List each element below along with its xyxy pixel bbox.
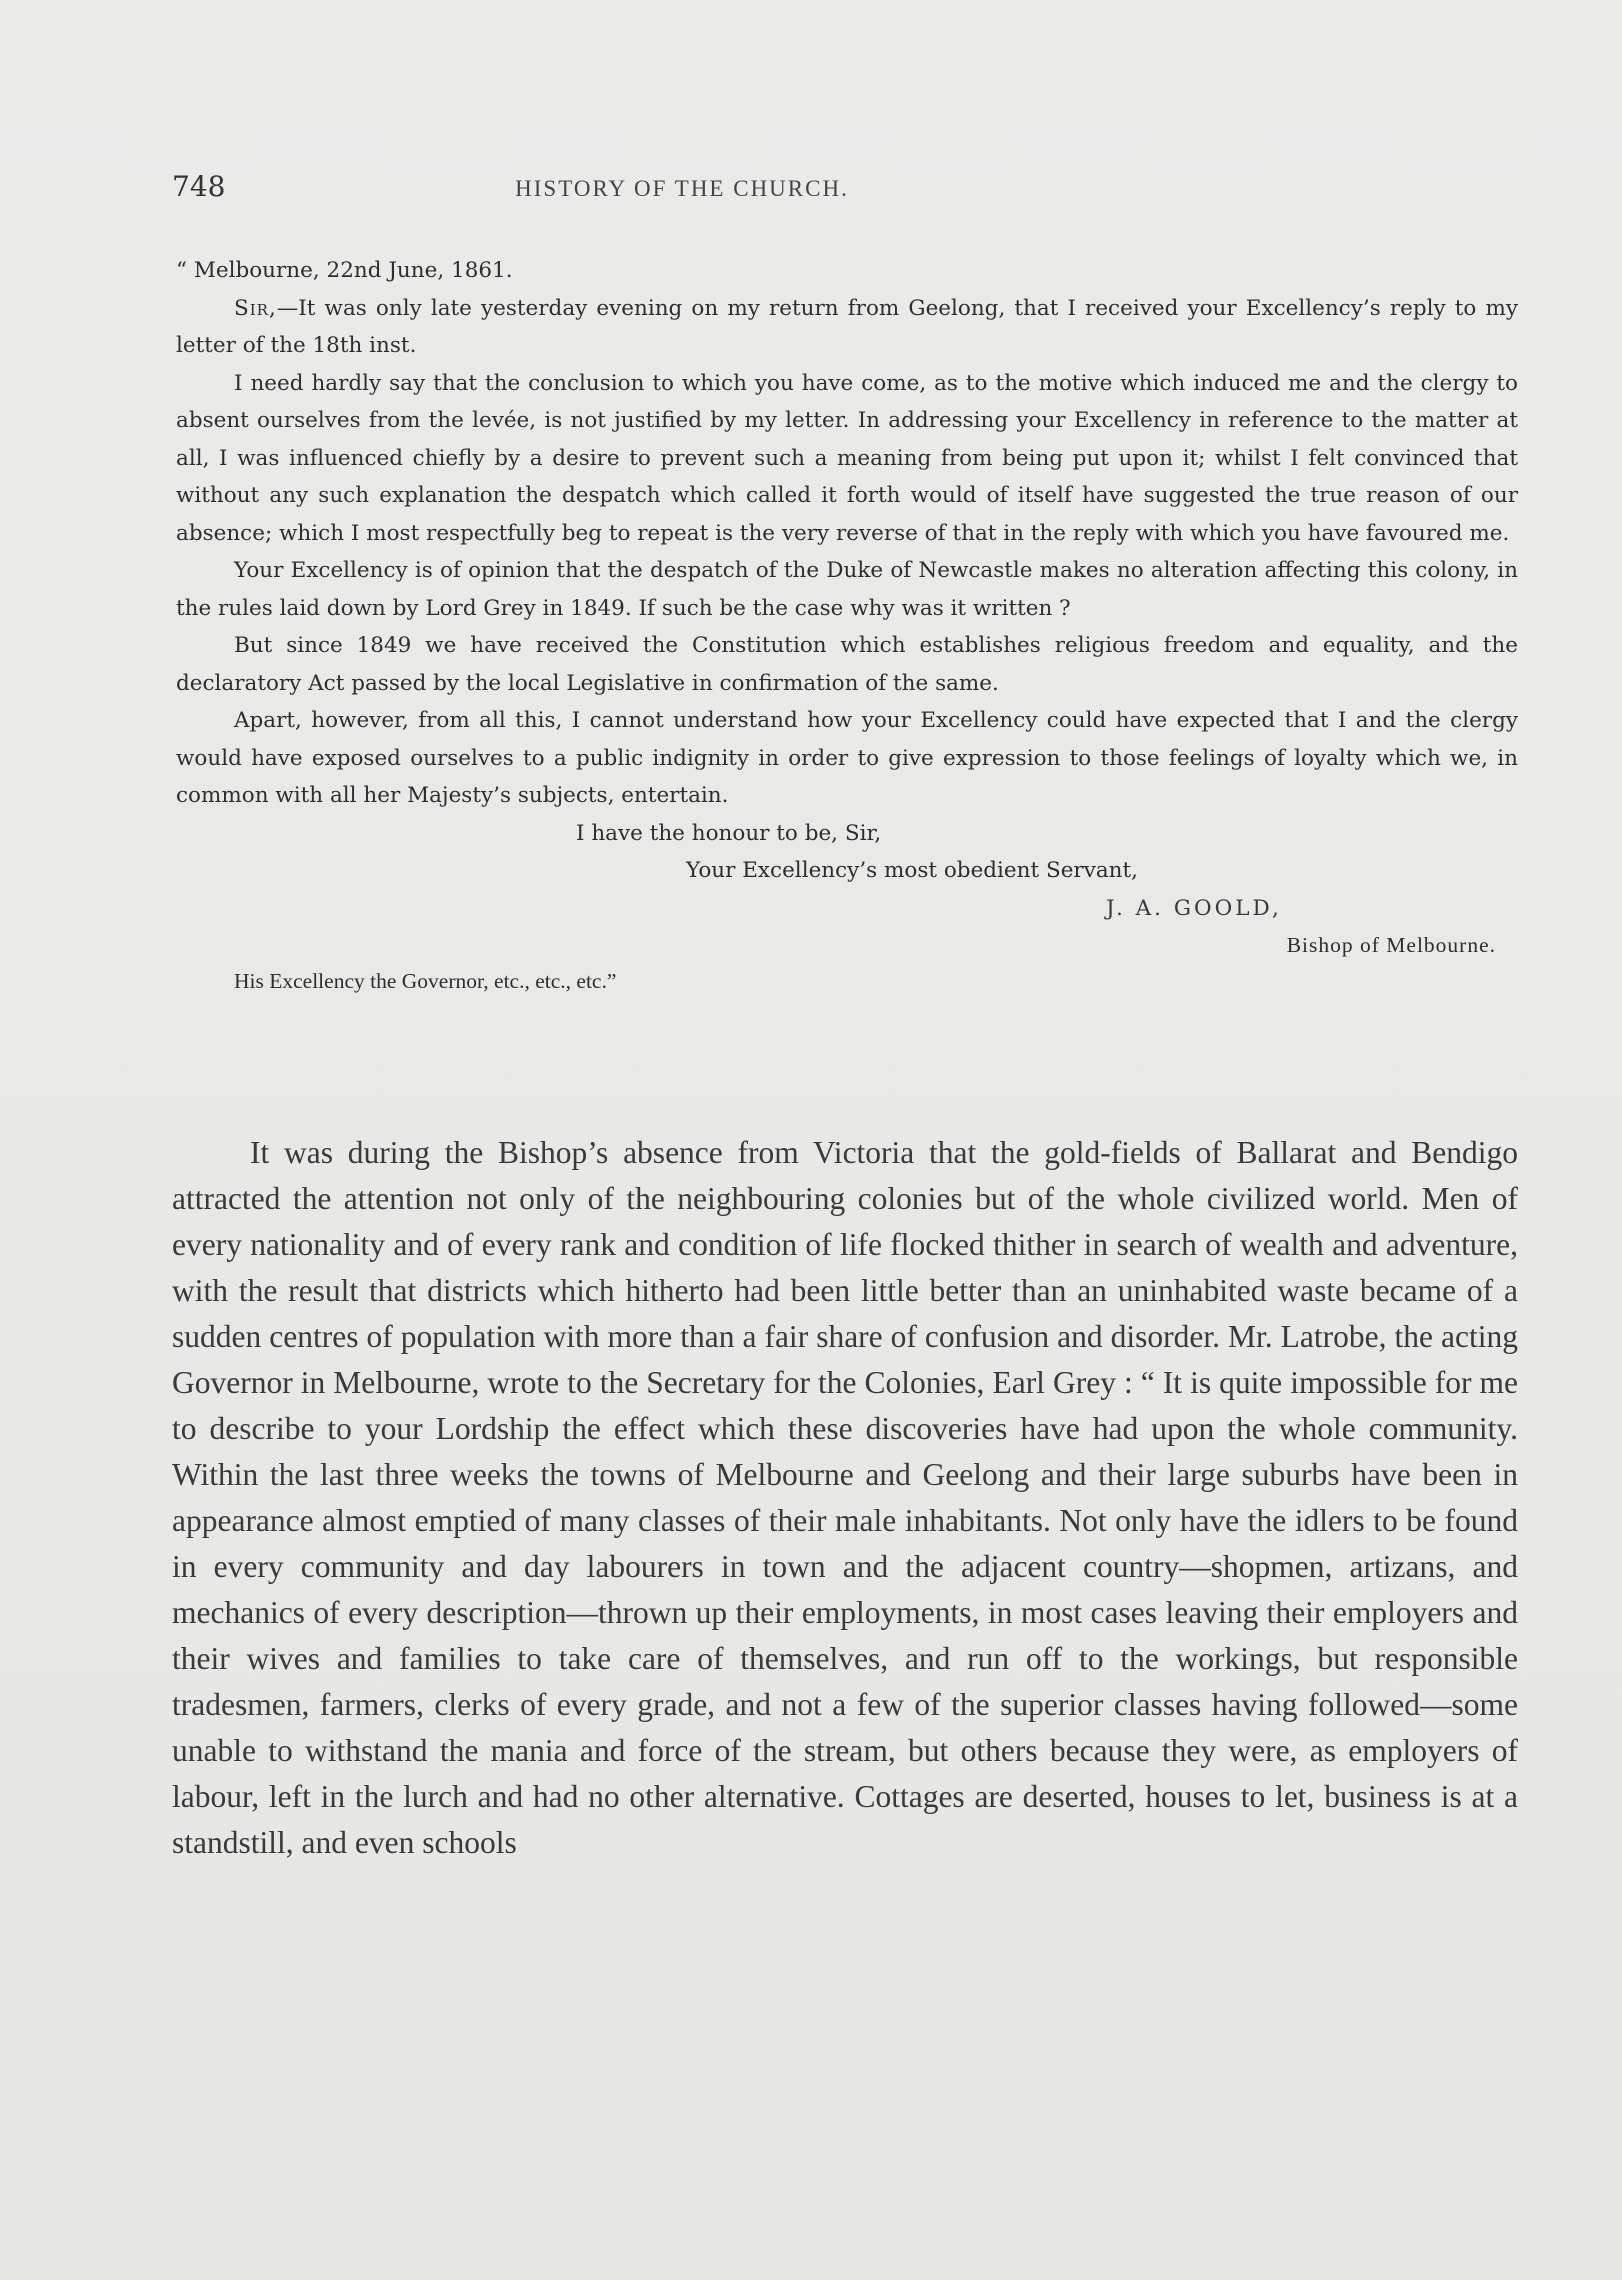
letter-closing-1: I have the honour to be, Sir,	[576, 820, 882, 846]
letter-signature: J. A. GOOLD,	[1106, 895, 1282, 921]
letter-sign-block	[176, 927, 1518, 1002]
letter-addressee: His Excellency the Governor, etc., etc., etc.”	[234, 969, 617, 993]
page-number: 748	[172, 170, 226, 203]
letter-paragraph-2: I need hardly say that the conclusion to which you have come, as to the motive which induced me and the clergy to absent ourselves from the levée, is not justified by my letter. In addressing your Excellency in reference to the matter at all, I was influenced chiefly by a desire to prevent such a meaning from being put upon it; whilst I felt convinced that without any such explanation the despatch which called it forth would of itself have suggested the true reason of our absence; which I most respectfully beg to repeat is the very reverse of that in the reply with which you have favoured me.	[176, 370, 1518, 546]
letter-paragraph-4: But since 1849 we have received the Constitution which establishes religious freedom and equality, and the declaratory Act passed by the local Legislative in confirmation of the same.	[176, 633, 1518, 696]
body-paragraph: It was during the Bishop’s absence from Victoria that the gold-fields of Ballarat and Bendigo attracted the attention not only of the neighbouring colonies but of the whole civilized world. Men of every nationality and of every rank and condition of life flocked thither in search of wealth and adventure, with the result that districts which hitherto had been little better than an uninhabited waste became of a sudden centres of population with more than a fair share of confusion and disorder. Mr. Latrobe, the acting Governor in Melbourne, wrote to the Secretary for the Colonies, Earl Grey : “ It is quite impossible for me to describe to your Lordship the effect which these discoveries have had upon the whole community. Within the last three weeks the towns of Melbourne and Geelong and their large suburbs have been in appearance almost emptied of many classes of their male inhabitants. Not only have the idlers to be found in every community and day labourers in town and the adjacent country—shopmen, artizans, and mechanics of every description—thrown up their employments, in most cases leaving their employers and their wives and families to take care of themselves, and run off to the workings, but responsible tradesmen, farmers, clerks of every grade, and not a few of the superior classes having followed—some unable to withstand the mania and force of the stream, but others because they were, as employers of labour, left in the lurch and had no other alternative. Cottages are deserted, houses to let, business is at a standstill, and even schools	[172, 1135, 1518, 1860]
quoted-letter	[176, 252, 1518, 1002]
letter-signature-title: Bishop of Melbourne.	[1286, 933, 1496, 957]
letter-closing-2: Your Excellency’s most obedient Servant,	[686, 858, 1138, 883]
running-head: HISTORY OF THE CHURCH.	[515, 176, 849, 201]
letter-paragraph-3: Your Excellency is of opinion that the despatch of the Duke of Newcastle makes no alteration affecting this colony, in the rules laid down by Lord Grey in 1849. If such be the case why was it written ?	[176, 558, 1518, 621]
letter-salutation: Sir,	[234, 295, 277, 321]
letter-paragraph-5: Apart, however, from all this, I cannot understand how your Excellency could have expected that I and the clergy would have exposed ourselves to a public indignity in order to give expression to those feelings of loyalty which we, in common with all her Majesty’s subjects, entertain.	[176, 708, 1518, 808]
letter-paragraph-1-text: —It was only late yesterday evening on my return from Geelong, that I received your Excellency’s reply to my letter of the 18th inst.	[176, 295, 1518, 358]
letter-dateline: “ Melbourne, 22nd June, 1861.	[176, 258, 513, 283]
letter-paragraph-1	[176, 290, 1518, 365]
page-header	[172, 170, 1522, 210]
